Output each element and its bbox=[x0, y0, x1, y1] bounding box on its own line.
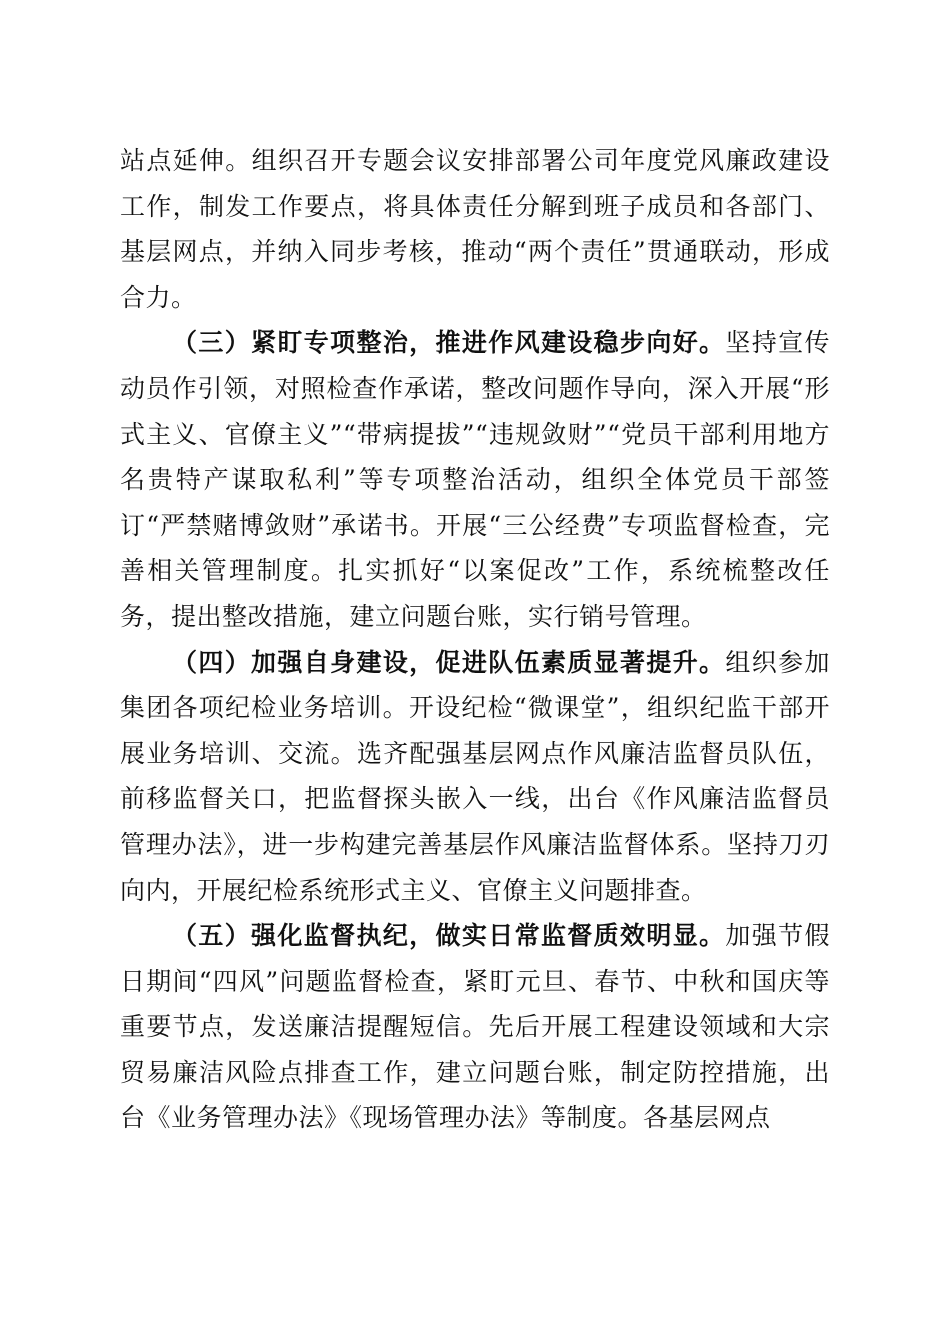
paragraph-text: 站点延伸。组织召开专题会议安排部署公司年度党风廉政建设工作，制发工作要点，将具体责任分解到班子成员和各部门、基层网点，并纳入同步考核，推动“两个责任”贯通联动，形成合力。 bbox=[120, 146, 830, 312]
paragraph-text: 加强节假日期间“四风”问题监督检查，紧盯元旦、春节、中秋和国庆等重要节点，发送廉洁提醒短信。先后开展工程建设领域和大宗贸易廉洁风险点排查工作，建立问题台账，制定防控措施，出台《业务管理办法》《现场管理办法》等制度。各基层网点 bbox=[120, 921, 830, 1133]
section-heading: （四）加强自身建设，促进队伍素质显著提升。 bbox=[172, 647, 726, 677]
paragraph-section-3 bbox=[120, 320, 830, 639]
section-heading: （五）强化监督执纪，做实日常监督质效明显。 bbox=[172, 921, 726, 951]
paragraph-section-5 bbox=[120, 913, 830, 1141]
section-heading: （三）紧盯专项整治，推进作风建设稳步向好。 bbox=[172, 328, 726, 358]
paragraph-continuation bbox=[120, 138, 830, 320]
document-body bbox=[120, 138, 830, 1141]
paragraph-text: 组织参加集团各项纪检业务培训。开设纪检“微课堂”，组织纪监干部开展业务培训、交流。选齐配强基层网点作风廉洁监督员队伍，前移监督关口，把监督探头嵌入一线，出台《作风廉洁监督员管理办法》，进一步构建完善基层作风廉洁监督体系。坚持刀刃向内，开展纪检系统形式主义、官僚主义问题排查。 bbox=[120, 647, 830, 905]
paragraph-text: 坚持宣传动员作引领，对照检查作承诺，整改问题作导向，深入开展“形式主义、官僚主义”“带病提拔”“违规敛财”“党员干部利用地方名贵特产谋取私利”等专项整治活动，组织全体党员干部签订“严禁赌博敛财”承诺书。开展“三公经费”专项监督检查，完善相关管理制度。扎实抓好“以案促改”工作，系统梳整改任务，提出整改措施，建立问题台账，实行销号管理。 bbox=[120, 328, 830, 631]
paragraph-section-4 bbox=[120, 640, 830, 914]
